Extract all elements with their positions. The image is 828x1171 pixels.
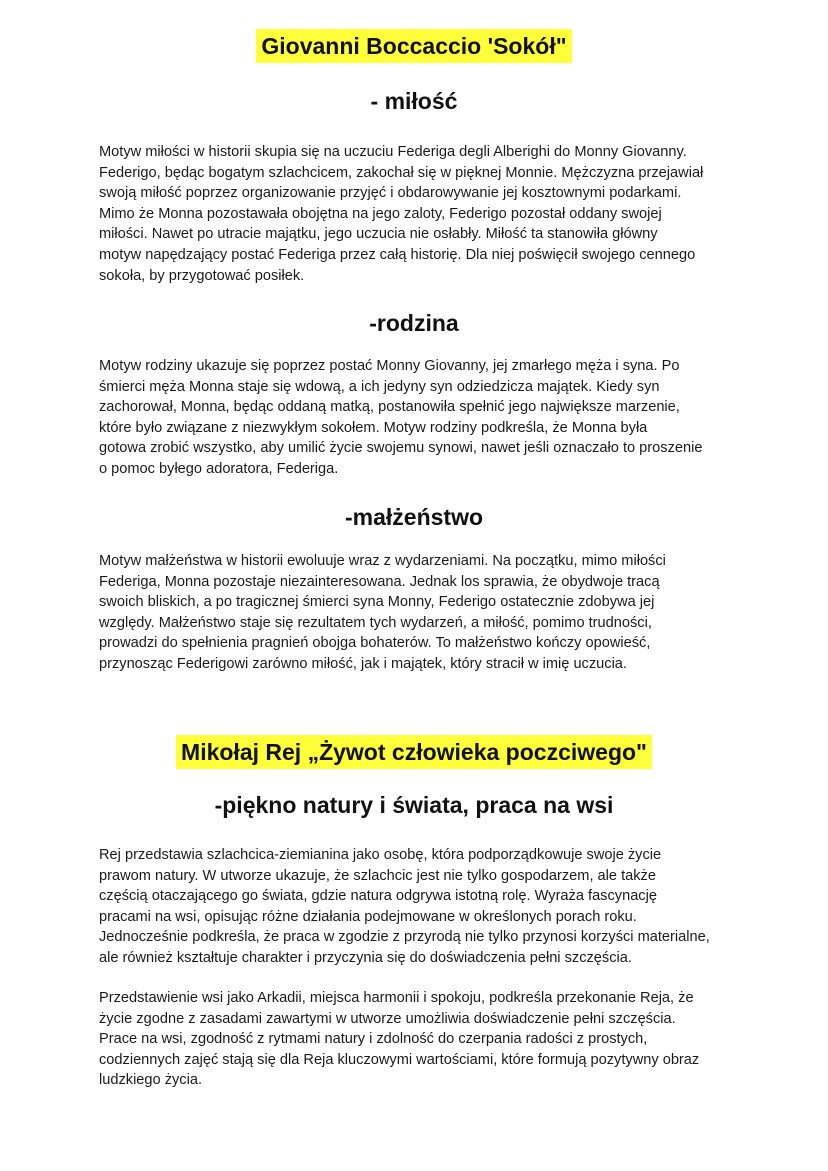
text-line: prowadzi do spełnienia pragnień obojga bohaterów. To małżeństwo kończy opowieść, <box>99 635 651 652</box>
text-line: Mimo że Monna pozostawała obojętna na jego zaloty, Federigo pozostał oddany swojej <box>99 205 662 222</box>
text-line: częścią otaczającego go świata, gdzie natura odgrywa istotną rolę. Wyraża fascynację <box>99 888 657 905</box>
text-line: motyw napędzający postać Federiga przez całą historię. Dla niej poświęcił swojego cennego <box>99 246 696 263</box>
text-line: przynosząc Federigowi zarówno miłość, jak i majątek, który stracił w imię uczucia. <box>99 655 627 672</box>
text-line: śmierci męża Monna staje się wdową, a ich jedyny syn odziedzicza majątek. Kiedy syn <box>99 378 660 395</box>
paragraph-malzenstwo <box>99 551 739 675</box>
paragraph-rej-1 <box>99 845 739 969</box>
heading-piekno-natury: -piękno natury i świata, praca na wsi <box>214 792 614 818</box>
heading-rodzina: -rodzina <box>369 310 459 336</box>
text-line: Motyw miłości w historii skupia się na uczuciu Federiga degli Alberighi do Monny Giovanny. <box>99 144 687 160</box>
section1-title-wrap <box>0 29 828 63</box>
text-line: swoich bliskich, a po tragicznej śmierci syna Monny, Federigo ostatecznie zdobywa jej <box>99 594 655 611</box>
text-line: ludzkiego życia. <box>99 1072 203 1089</box>
section2-title-wrap <box>0 735 828 769</box>
text-line: Federigo, będąc bogatym szlachcicem, zakochał się w pięknej Monnie. Mężczyzna przejawiał <box>99 164 704 181</box>
section2-title: Mikołaj Rej „Żywot człowieka poczciwego" <box>176 735 652 769</box>
text-line: ale również kształtuje charakter i przyczynia się do doświadczenia pełni szczęścia. <box>99 949 632 966</box>
text-line: sokoła, by przygotować posiłek. <box>99 267 305 284</box>
text-line: względy. Małżeństwo staje się rezultatem tych wydarzeń, a miłość, pomimo trudności, <box>99 614 652 631</box>
text-line: codziennych zajęć stają się dla Reja kluczowymi wartościami, które formują pozytywny obraz <box>99 1051 700 1068</box>
text-line: prawom natury. W utworze ukazuje, że szlachcic jest nie tylko gospodarzem, ale także <box>99 867 656 884</box>
text-line: swoją miłość poprzez organizowanie przyjęć i obdarowywanie jej kosztownymi podarkami. <box>99 185 682 202</box>
paragraph-rodzina <box>99 356 739 480</box>
text-line: gotowa zrobić wszystko, aby umilić życie swojemu synowi, nawet jeśli oznaczało to proszenie <box>99 440 703 457</box>
section1-title: Giovanni Boccaccio 'Sokół" <box>256 29 571 63</box>
text-line: Jednocześnie podkreśla, że praca w zgodzie z przyrodą nie tylko przynosi korzyści materialne, <box>99 929 710 946</box>
text-line: miłości. Nawet po utracie majątku, jego uczucia nie osłabły. Miłość ta stanowiła główny <box>99 226 658 243</box>
text-line: Prace na wsi, zgodność z rytmami natury i zdolność do czerpania radości z prostych, <box>99 1031 648 1048</box>
text-line: pracami na wsi, opisując różne działania podejmowane w określonych porach roku. <box>99 908 637 925</box>
text-line: Motyw małżeństwa w historii ewoluuje wraz z wydarzeniami. Na początku, mimo miłości <box>99 553 666 569</box>
text-line: życie zgodne z zasadami zawartymi w utworze umożliwia doświadczenie pełni szczęścia. <box>99 1010 676 1027</box>
text-line: Przedstawienie wsi jako Arkadii, miejsca harmonii i spokoju, podkreśla przekonanie Reja, że <box>99 990 694 1006</box>
text-line: Motyw rodziny ukazuje się poprzez postać Monny Giovanny, jej zmarłego męża i syna. Po <box>99 358 680 374</box>
text-line: o pomoc byłego adoratora, Federiga. <box>99 460 339 477</box>
text-line: zachorował, Monna, będąc oddaną matką, postanowiła spełnić jego największe marzenie, <box>99 399 680 416</box>
heading-malzenstwo: -małżeństwo <box>344 504 484 530</box>
paragraph-rej-2 <box>99 988 739 1091</box>
paragraph-milosc <box>99 142 739 286</box>
text-line: które było związane z niezwykłym sokołem. Motyw rodziny podkreśla, że Monna była <box>99 419 648 436</box>
heading-milosc: - miłość <box>370 88 458 114</box>
text-line: Federiga, Monna pozostaje niezainteresowana. Jednak los sprawia, że obydwoje tracą <box>99 573 660 590</box>
text-line: Rej przedstawia szlachcica-ziemianina jako osobę, która podporządkowuje swoje życie <box>99 847 662 863</box>
